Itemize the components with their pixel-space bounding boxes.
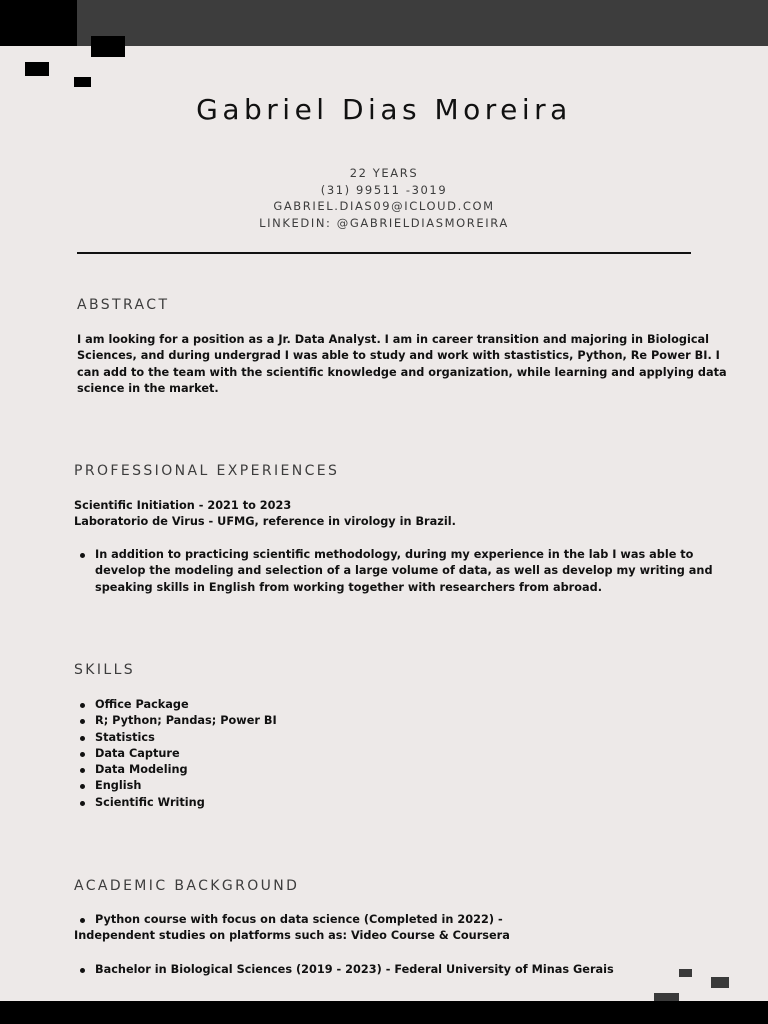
skill-label: English — [95, 779, 142, 793]
resume-name: Gabriel Dias Moreira — [196, 93, 572, 126]
experience-bullet-line: develop the modeling and selection of a large volume of data, as well as develop my writing and — [95, 564, 713, 578]
skill-item — [95, 697, 277, 713]
skill-label: Data Modeling — [95, 763, 188, 777]
academic-item-1-continuation — [74, 928, 510, 944]
skill-item — [95, 795, 277, 811]
abstract-line: can add to the team with the scientific knowledge and organization, while learning and applying data — [77, 365, 727, 379]
academic-item-1 — [95, 912, 503, 928]
academic-item-1-line: Python course with focus on data science (Completed in 2022) - — [95, 913, 503, 926]
decor-block — [679, 969, 692, 977]
bullet-icon — [80, 752, 85, 757]
skill-item — [95, 778, 277, 794]
experience-heading: PROFESSIONAL EXPERIENCES — [74, 463, 340, 479]
skill-item — [95, 730, 277, 746]
skill-item — [95, 713, 277, 729]
skill-label: Scientific Writing — [95, 795, 205, 809]
skill-label: R; Python; Pandas; Power BI — [95, 714, 277, 728]
experience-place: Laboratorio de Virus - UFMG, reference in virology in Brazil. — [74, 515, 456, 529]
bullet-icon — [80, 736, 85, 741]
bullet-icon — [80, 768, 85, 773]
academic-item-2-line: Bachelor in Biological Sciences (2019 - 2023) - Federal University of Minas Gerais — [95, 963, 614, 976]
header-divider — [77, 252, 691, 254]
decor-block — [0, 0, 77, 46]
bullet-icon — [80, 703, 85, 708]
academic-item-1-line: Independent studies on platforms such as: Video Course & Coursera — [74, 929, 510, 942]
experience-bullet-line: speaking skills in English from working together with researchers from abroad. — [95, 580, 602, 594]
experience-entry — [74, 498, 456, 531]
skills-heading: SKILLS — [74, 662, 136, 678]
phone-text: (31) 99511 -3019 — [320, 182, 448, 197]
abstract-text — [77, 332, 727, 398]
skills-list — [95, 697, 277, 811]
abstract-line: I am looking for a position as a Jr. Data Analyst. I am in career transition and majoring in Biological — [77, 333, 710, 346]
experience-bullet — [95, 547, 713, 596]
skill-item — [95, 746, 277, 762]
linkedin-text: LINKEDIN: @GABRIELDIASMOREIRA — [259, 216, 509, 231]
decor-block — [711, 977, 729, 988]
skill-label: Data Capture — [95, 746, 180, 760]
bullet-icon — [80, 968, 85, 973]
bullet-icon — [80, 801, 85, 806]
abstract-line: Sciences, and during undergrad I was able to study and work with stastistics, Python, Re Power BI. I — [77, 349, 720, 363]
bullet-icon — [80, 719, 85, 724]
skill-item — [95, 762, 277, 778]
bullet-icon — [80, 918, 85, 923]
email-text: GABRIEL.DIAS09@ICLOUD.COM — [273, 199, 495, 214]
academic-item-2 — [95, 962, 614, 978]
skill-label: Statistics — [95, 730, 155, 744]
bullet-icon — [80, 553, 85, 558]
bottom-decor-bar — [0, 1001, 768, 1024]
abstract-heading: ABSTRACT — [77, 297, 170, 313]
academic-heading: ACADEMIC BACKGROUND — [74, 878, 300, 894]
experience-title: Scientific Initiation - 2021 to 2023 — [74, 499, 292, 512]
skill-label: Office Package — [95, 698, 189, 711]
decor-block — [91, 36, 125, 57]
age-text: 22 YEARS — [349, 166, 419, 180]
experience-bullet-line: In addition to practicing scientific methodology, during my experience in the lab I was able to — [95, 548, 694, 561]
abstract-line: science in the market. — [77, 382, 219, 396]
bullet-icon — [80, 784, 85, 789]
decor-block — [74, 77, 91, 87]
contact-block — [0, 165, 768, 232]
decor-block — [25, 62, 49, 76]
